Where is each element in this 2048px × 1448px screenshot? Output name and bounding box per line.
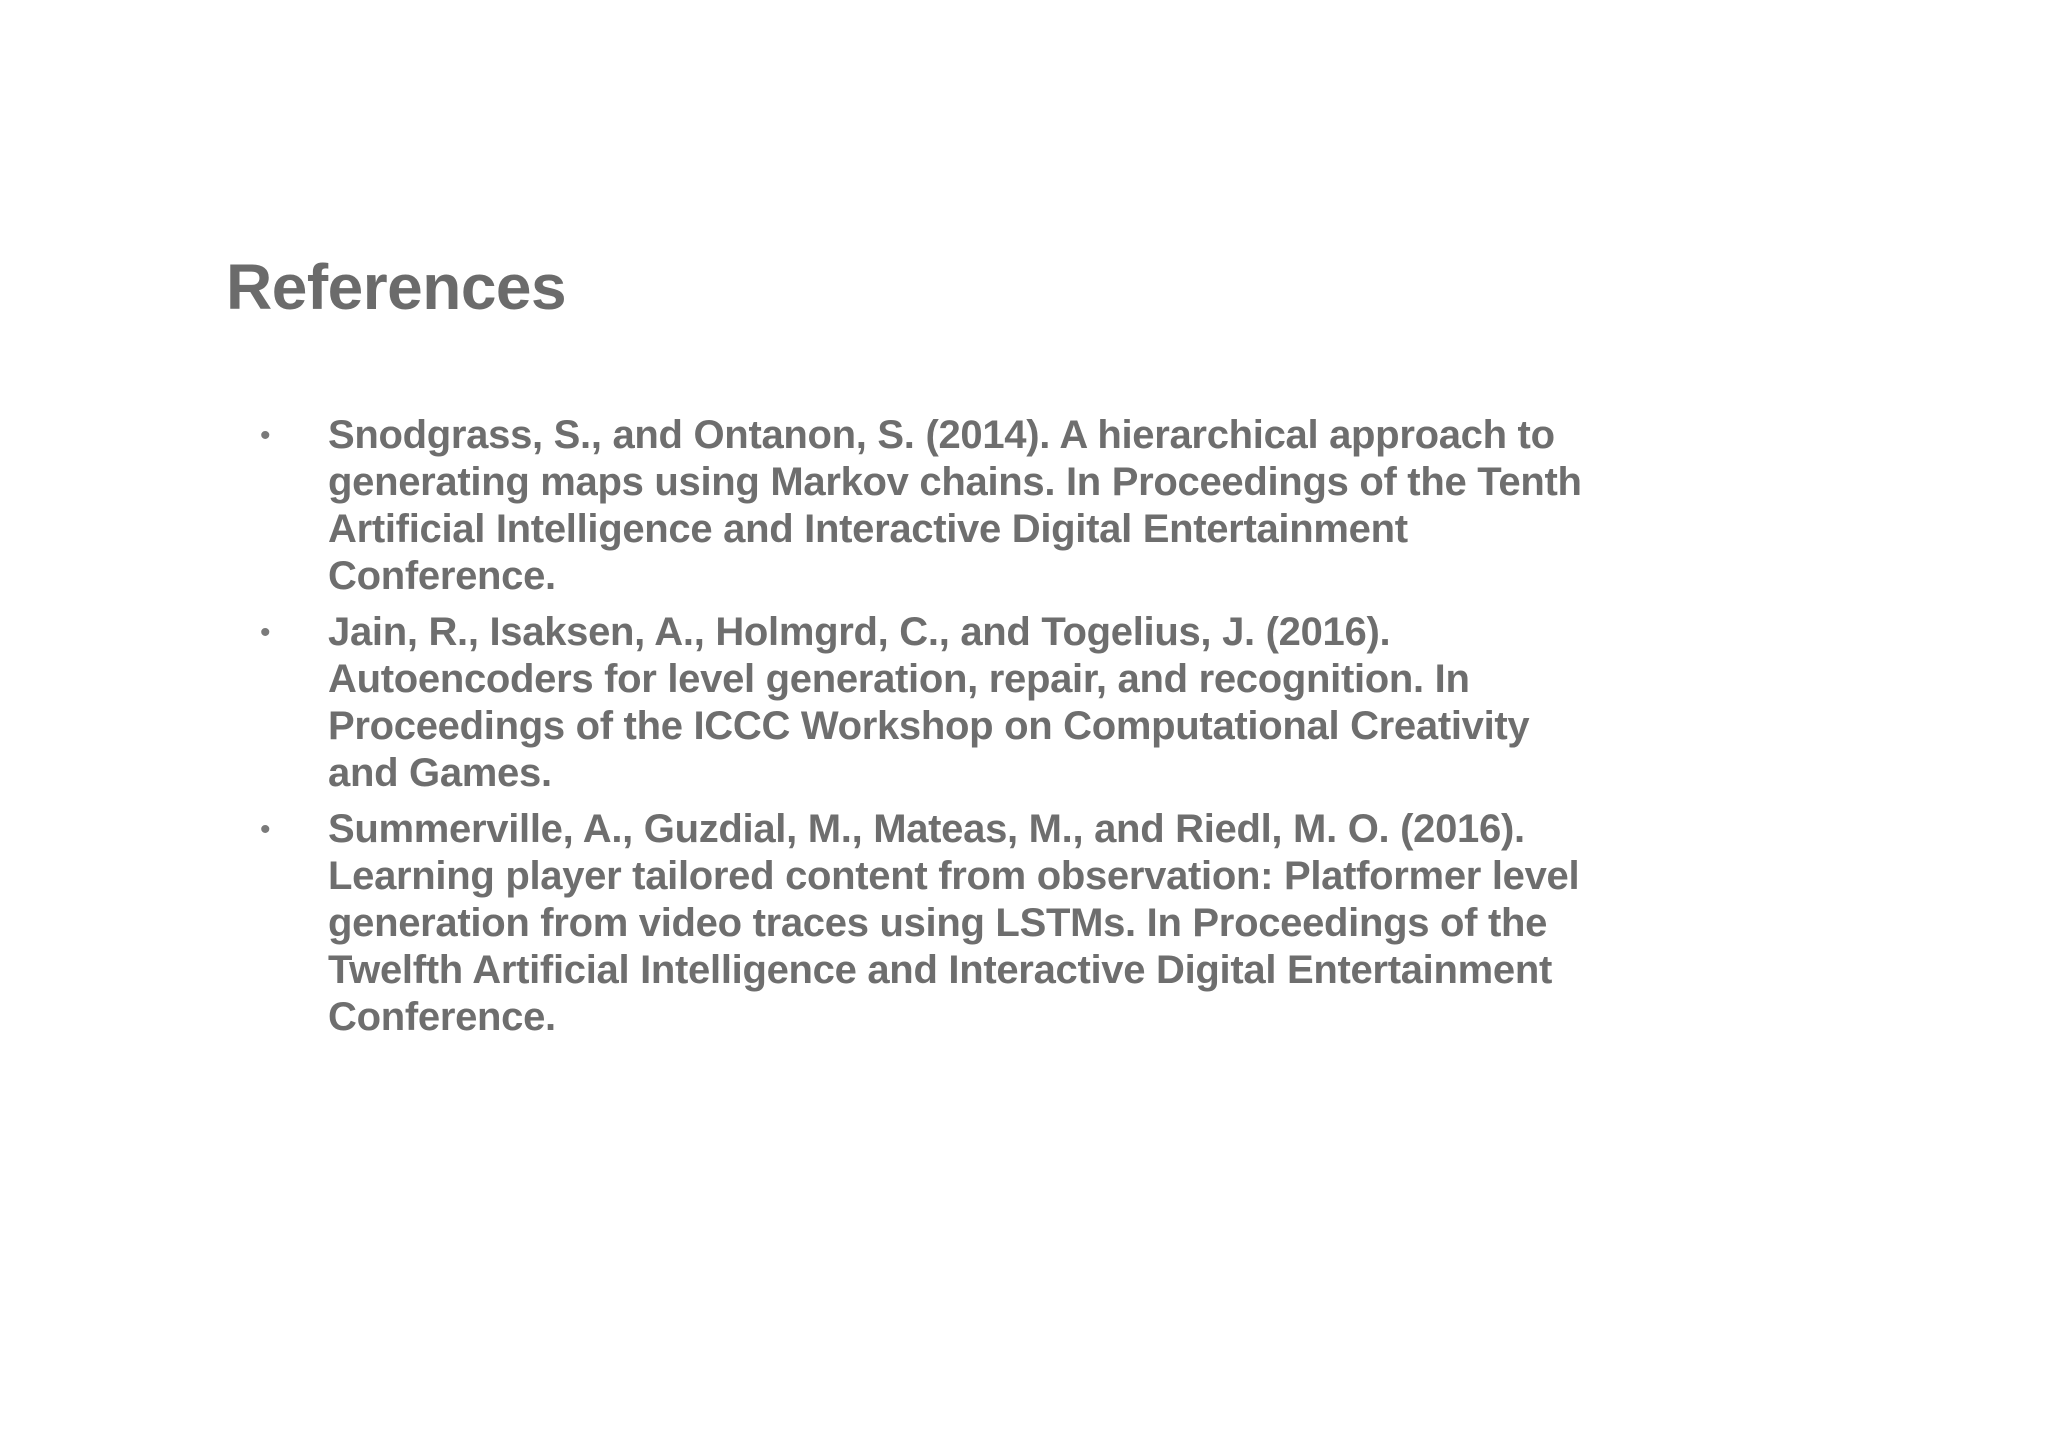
- reference-text: Jain, R., Isaksen, A., Holmgrd, C., and Togelius, J. (2016). Autoencoders for level generation, repair, and recognition. In Proceedings of the ICCC Workshop on Computational Creativity and Games.: [328, 610, 1530, 795]
- bullet-icon: •: [260, 813, 271, 846]
- reference-text: Snodgrass, S., and Ontanon, S. (2014). A hierarchical approach to generating maps using Markov chains. In Proceedings of the Tenth Artificial Intelligence and Interactive Digital Entertainment Conference.: [328, 413, 1582, 598]
- reference-text: Summerville, A., Guzdial, M., Mateas, M., and Riedl, M. O. (2016). Learning player tailored content from observation: Platformer level generation from video traces using LSTMs. In Proceedings of the Twelfth Artificial Intelligence and Interactive Digital Entertainment Conference.: [328, 807, 1580, 1039]
- list-item: [256, 609, 1596, 797]
- bullet-icon: •: [260, 616, 271, 649]
- bullet-icon: •: [260, 419, 271, 452]
- list-item: [256, 806, 1596, 1041]
- page-title: References: [226, 251, 567, 323]
- references-list: [256, 412, 1596, 1050]
- list-item: [256, 412, 1596, 600]
